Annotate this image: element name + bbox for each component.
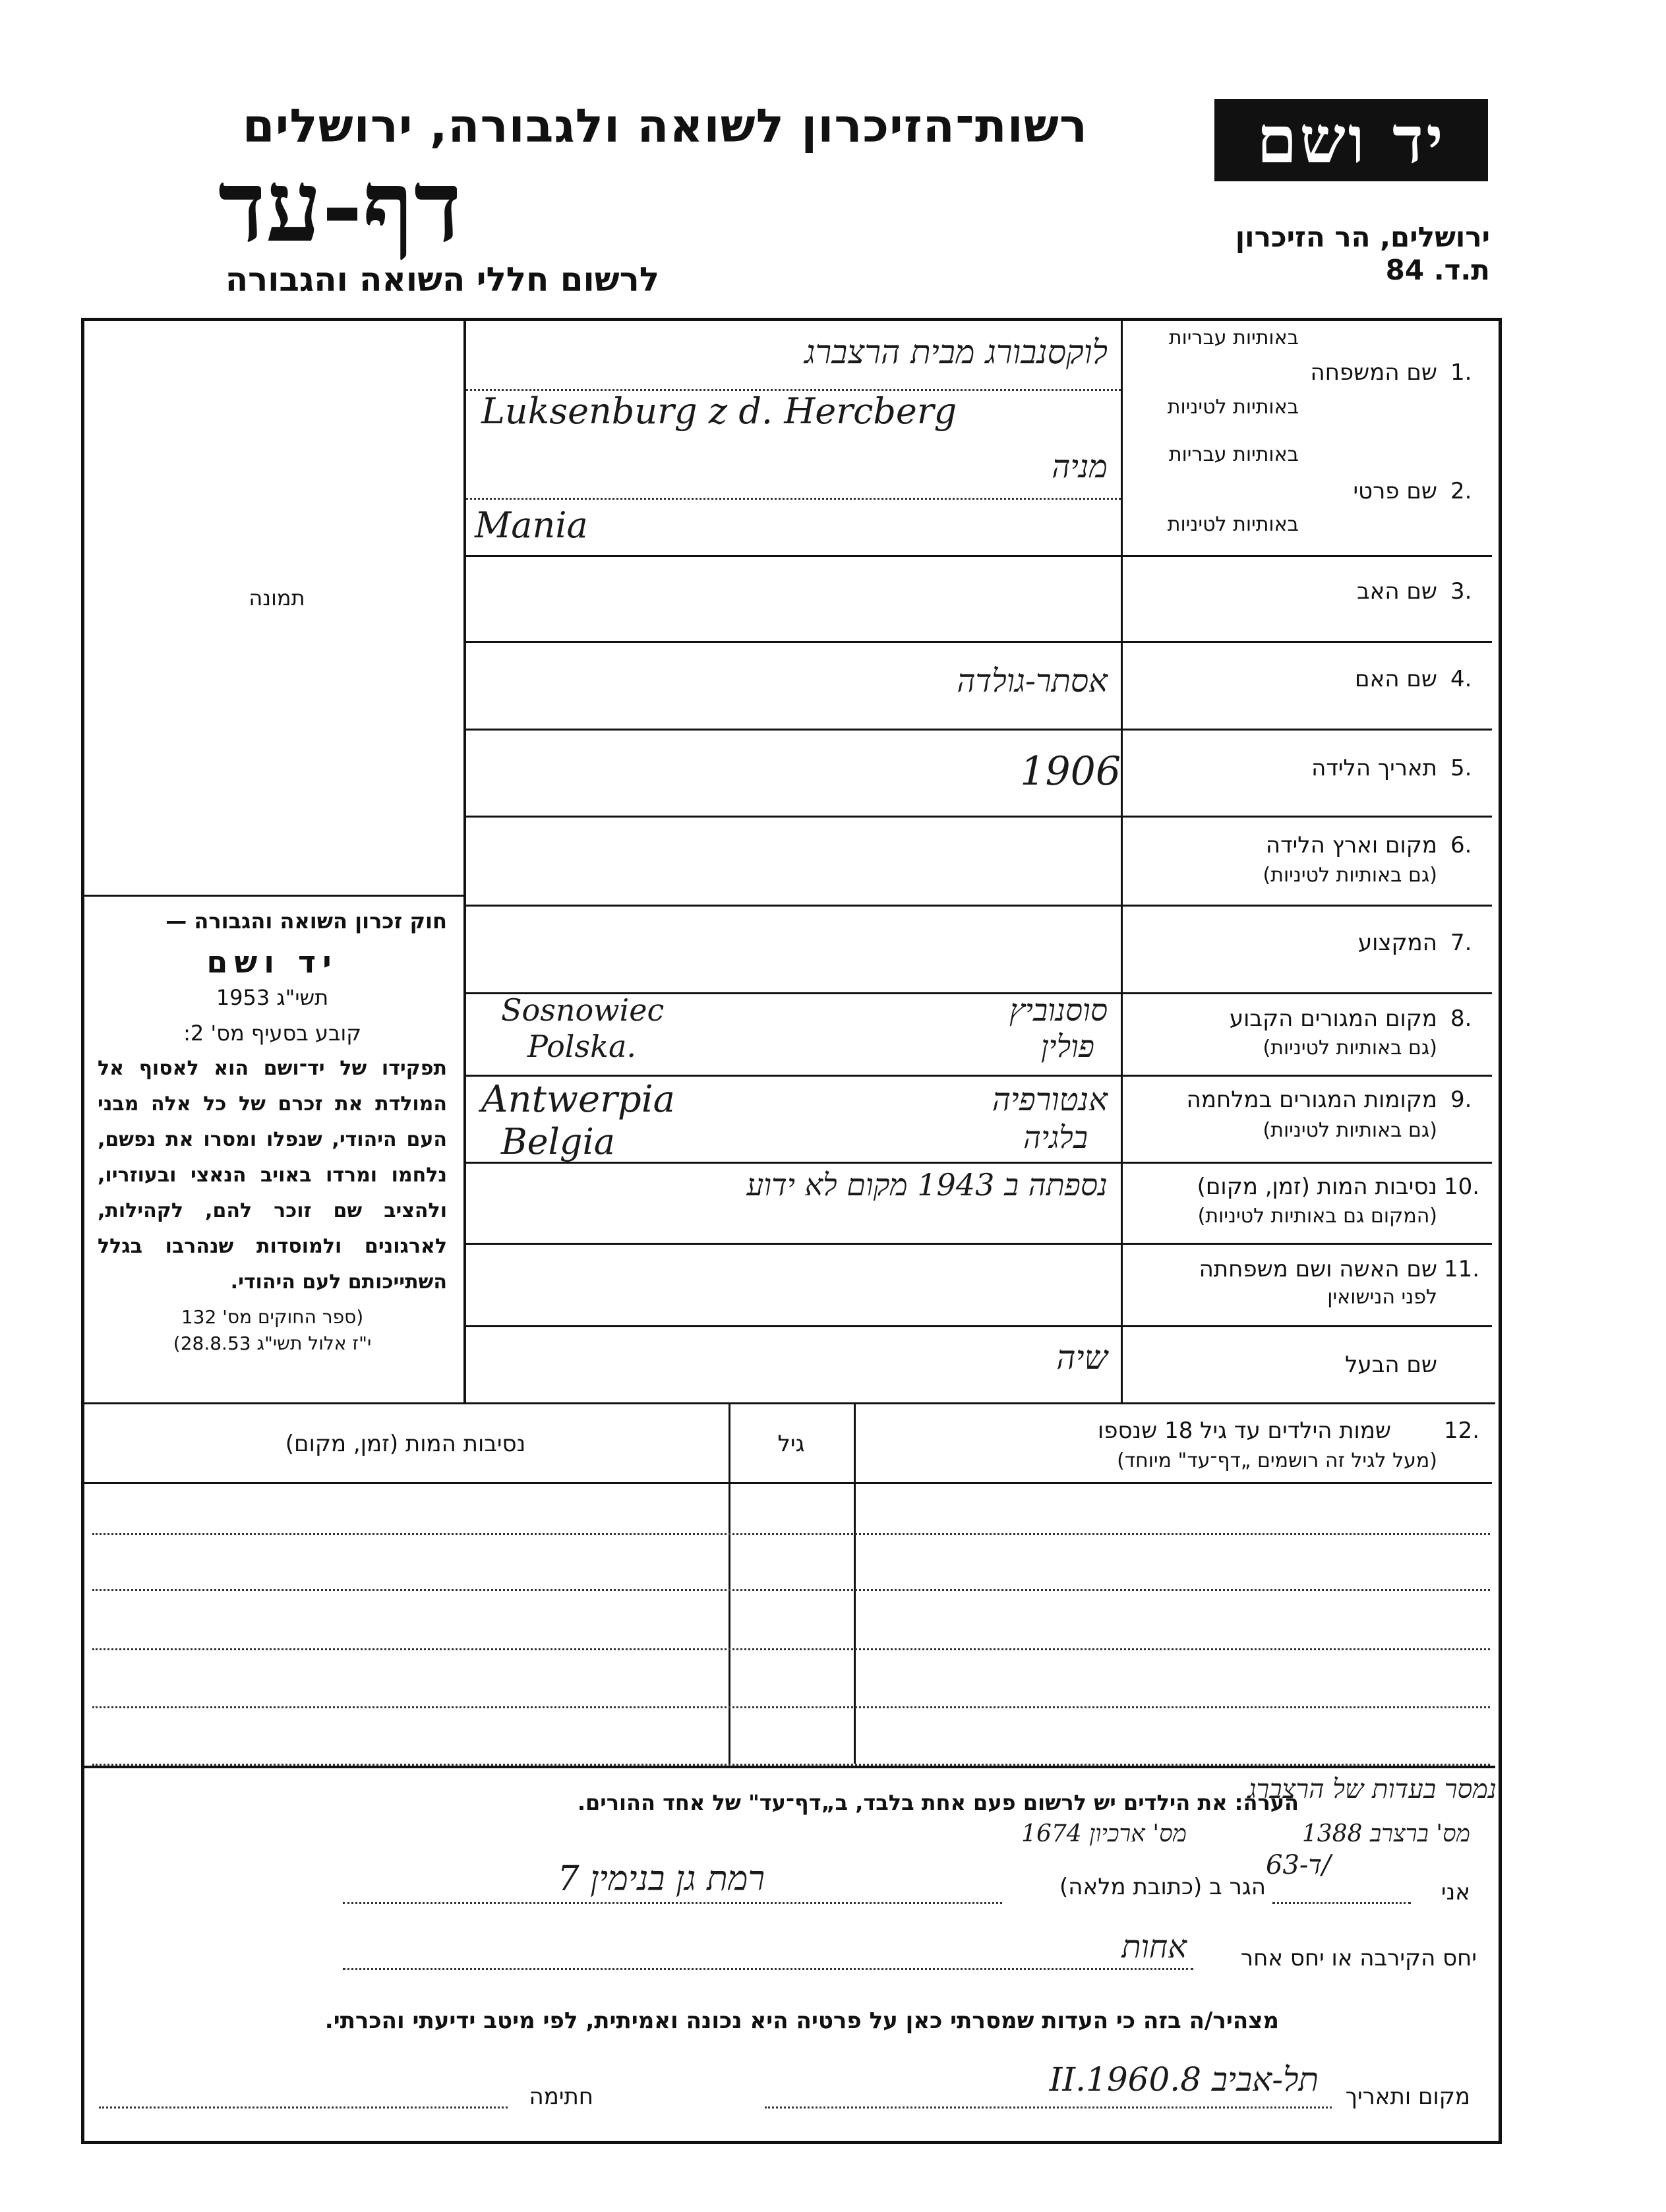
field-9-number: 9. <box>1450 1087 1472 1113</box>
declarant-relation-label: יחס הקירבה או יחס אחר <box>1240 1945 1477 1971</box>
field-8-number: 8. <box>1450 1005 1472 1032</box>
law-block <box>98 903 447 1357</box>
law-title: חוק זכרון השואה והגבורה — <box>165 909 447 934</box>
field-4-number: 4. <box>1450 666 1472 692</box>
place-date-value: תל-אביב 8.II.1960 <box>1049 2060 1319 2099</box>
field-6-number: 6. <box>1450 832 1472 858</box>
signature-line[interactable] <box>99 2107 508 2108</box>
form-title: דף-עד <box>218 148 461 264</box>
children-sub: (מעל לגיל זה רושמים „דף־עד" מיוחד) <box>1117 1449 1437 1472</box>
field-separator <box>466 1325 1492 1327</box>
form-subtitle: לרשום חללי השואה והגבורה <box>225 260 659 299</box>
declarant-ani-label: אני <box>1441 1879 1470 1905</box>
field-10-label: נסיבות המות (זמן, מקום) <box>1197 1174 1437 1200</box>
fields-bottom-line <box>84 1402 1495 1404</box>
field-2-sub-hebrew: באותיות עבריות <box>1168 443 1299 466</box>
field-5-label: תאריך הלידה <box>1311 755 1437 781</box>
field-9-sub: (גם באותיות לטיניות) <box>1263 1119 1437 1142</box>
children-header-line <box>84 1482 1492 1484</box>
children-row <box>92 1533 1490 1535</box>
field-1-sub-latin: באותיות לטיניות <box>1167 396 1299 419</box>
field-4-label: שם האם <box>1355 666 1437 692</box>
field-separator <box>466 905 1492 907</box>
place-date-label: מקום ותאריך <box>1345 2083 1470 2110</box>
field-2-value-latin: Mania <box>475 504 588 546</box>
children-col-death: נסיבות המות (זמן, מקום) <box>285 1431 526 1457</box>
field-separator <box>466 641 1492 643</box>
field-10-number: 10. <box>1444 1174 1480 1200</box>
field-1-number: 1. <box>1450 359 1472 386</box>
field-5-value: 1906 <box>1020 748 1121 794</box>
declarant-address-line[interactable] <box>343 1902 1002 1904</box>
address-block <box>1200 221 1490 287</box>
declaration-text: מצהיר/ה בזה כי העדות שמסרתי כאן על פרטיה היא נכונה ואמיתית, לפי מיטב ידיעתי והכרתי. <box>324 2008 1279 2034</box>
field-1-label: שם המשפחה <box>1310 359 1437 386</box>
field-8-value-latin-2: Polska. <box>527 1029 637 1064</box>
field-1-sub-hebrew: באותיות עבריות <box>1168 326 1299 349</box>
field-8-label: מקום המגורים הקבוע <box>1229 1005 1437 1032</box>
children-row <box>92 1706 1490 1708</box>
field-3-number: 3. <box>1450 578 1472 605</box>
field-9-value-hebrew-1: אנטורפיה <box>992 1081 1108 1118</box>
field-7-number: 7. <box>1450 930 1472 956</box>
yad-vashem-logo: יד ושם <box>1214 99 1488 181</box>
children-row <box>92 1589 1490 1591</box>
field-1-value-latin: Luksenburg z d. Hercberg <box>481 390 957 432</box>
signature-label: חתימה <box>529 2083 593 2110</box>
field-4-value: אסתר-גולדה <box>957 663 1108 700</box>
law-name: יד ושם <box>206 944 338 980</box>
field-8-sub: (גם באותיות לטיניות) <box>1263 1036 1437 1060</box>
photo-column-divider <box>463 321 466 1402</box>
note-handwritten-testimony: נמסר בעדות של הרצברג <box>1247 1774 1497 1805</box>
note-text: הערה: את הילדים יש לרשום פעם אחת בלבד, ב„דף־עד" של אחד ההורים. <box>577 1790 1299 1815</box>
declarant-address-value: רמת גן בנימין 7 <box>557 1859 765 1899</box>
field-11-number: 11. <box>1444 1256 1480 1282</box>
label-column-divider <box>1121 321 1123 1402</box>
children-label: שמות הילדים עד גיל 18 שנספו <box>1097 1418 1391 1444</box>
field-10-value: נספתה ב 1943 מקום לא ידוע <box>746 1167 1108 1203</box>
address-line-1: ירושלים, הר הזיכרון <box>1235 221 1490 253</box>
declarant-name-line[interactable] <box>1272 1902 1411 1904</box>
law-reference-2: י"ז אלול תשי"ג 28.8.53) <box>173 1332 372 1354</box>
note-handwritten-archive: מס' ארכיון 1674 <box>1021 1820 1187 1847</box>
field-8-value-latin-1: Sosnowiec <box>501 992 665 1028</box>
place-date-line[interactable] <box>765 2107 1332 2108</box>
children-col-age: גיל <box>777 1431 805 1457</box>
children-age-divider <box>854 1404 856 1764</box>
field-9-label: מקומות המגורים במלחמה <box>1186 1087 1437 1113</box>
field-2-subline <box>466 498 1121 500</box>
photo-law-separator <box>84 895 463 897</box>
field-6-sub: (גם באותיות לטיניות) <box>1263 864 1437 887</box>
children-bottom-line <box>84 1766 1495 1768</box>
field-3-label: שם האב <box>1356 578 1437 605</box>
law-reference-1: (ספר החוקים מס' 132 <box>181 1306 364 1328</box>
note-handwritten-number: מס' ברצרב 1388 <box>1301 1820 1470 1847</box>
field-8-value-hebrew-1: סוסנוביץ <box>1009 992 1108 1028</box>
declarant-relation-line[interactable] <box>343 1968 1193 1970</box>
field-separator <box>466 816 1492 818</box>
husband-label: שם הבעל <box>1345 1352 1437 1378</box>
field-9-value-latin-1: Antwerpia <box>481 1078 675 1121</box>
field-2-value-hebrew: מניה <box>1052 448 1108 485</box>
field-2-label: שם פרטי <box>1353 478 1437 504</box>
field-5-number: 5. <box>1450 755 1472 781</box>
field-8-value-hebrew-2: פולין <box>1040 1029 1094 1064</box>
declarant-relation-value: אחות <box>1121 1928 1187 1965</box>
field-1-value-hebrew: לוקסנבורג מבית הרצברג <box>804 333 1108 371</box>
address-line-2: ת.ד. 84 <box>1385 254 1490 286</box>
authority-title: רשות־הזיכרון לשואה ולגבורה, ירושלים <box>242 99 1088 153</box>
children-death-divider <box>729 1404 730 1764</box>
field-10-sub: (המקום גם באותיות לטיניות) <box>1197 1205 1437 1228</box>
field-2-sub-latin: באותיות לטיניות <box>1167 513 1299 536</box>
field-6-label: מקום וארץ הלידה <box>1265 832 1437 858</box>
law-clause: קובע בסעיף מס' 2: <box>183 1021 361 1046</box>
field-separator <box>466 555 1492 557</box>
field-separator <box>466 729 1492 731</box>
law-year: תשי"ג 1953 <box>216 985 329 1010</box>
field-9-value-latin-2: Belgia <box>501 1121 615 1162</box>
field-11-sub: לפני הנישואין <box>1327 1286 1437 1309</box>
photo-placeholder-label: תמונה <box>249 585 305 611</box>
field-separator <box>466 1075 1492 1077</box>
children-row <box>92 1648 1490 1650</box>
field-11-label: שם האשה ושם משפחתה <box>1199 1256 1437 1282</box>
field-2-number: 2. <box>1450 478 1472 504</box>
field-9-value-hebrew-2: בלגיה <box>1023 1120 1088 1155</box>
children-number: 12. <box>1444 1418 1480 1444</box>
field-separator <box>466 1243 1492 1245</box>
husband-value: שיה <box>1056 1338 1108 1377</box>
declarant-address-label: הגר ב (כתובת מלאה) <box>1059 1874 1266 1900</box>
field-7-label: המקצוע <box>1357 930 1437 956</box>
law-text: תפקידו של יד־ושם הוא לאסוף אל המולדת את זכרם של כל אלה מבני העם היהודי, שנפלו ומסרו את נפשם, נלחמו ומרדו באויב הנאצי ובעוזריו, ולהציב שם זוכר להם, לקהילות, לארגונים ולמוסדות שנהרבו בגלל השתייכותם לעם היהודי. <box>98 1057 447 1294</box>
note-handwritten-ref: 63-ד/ <box>1266 1850 1331 1880</box>
